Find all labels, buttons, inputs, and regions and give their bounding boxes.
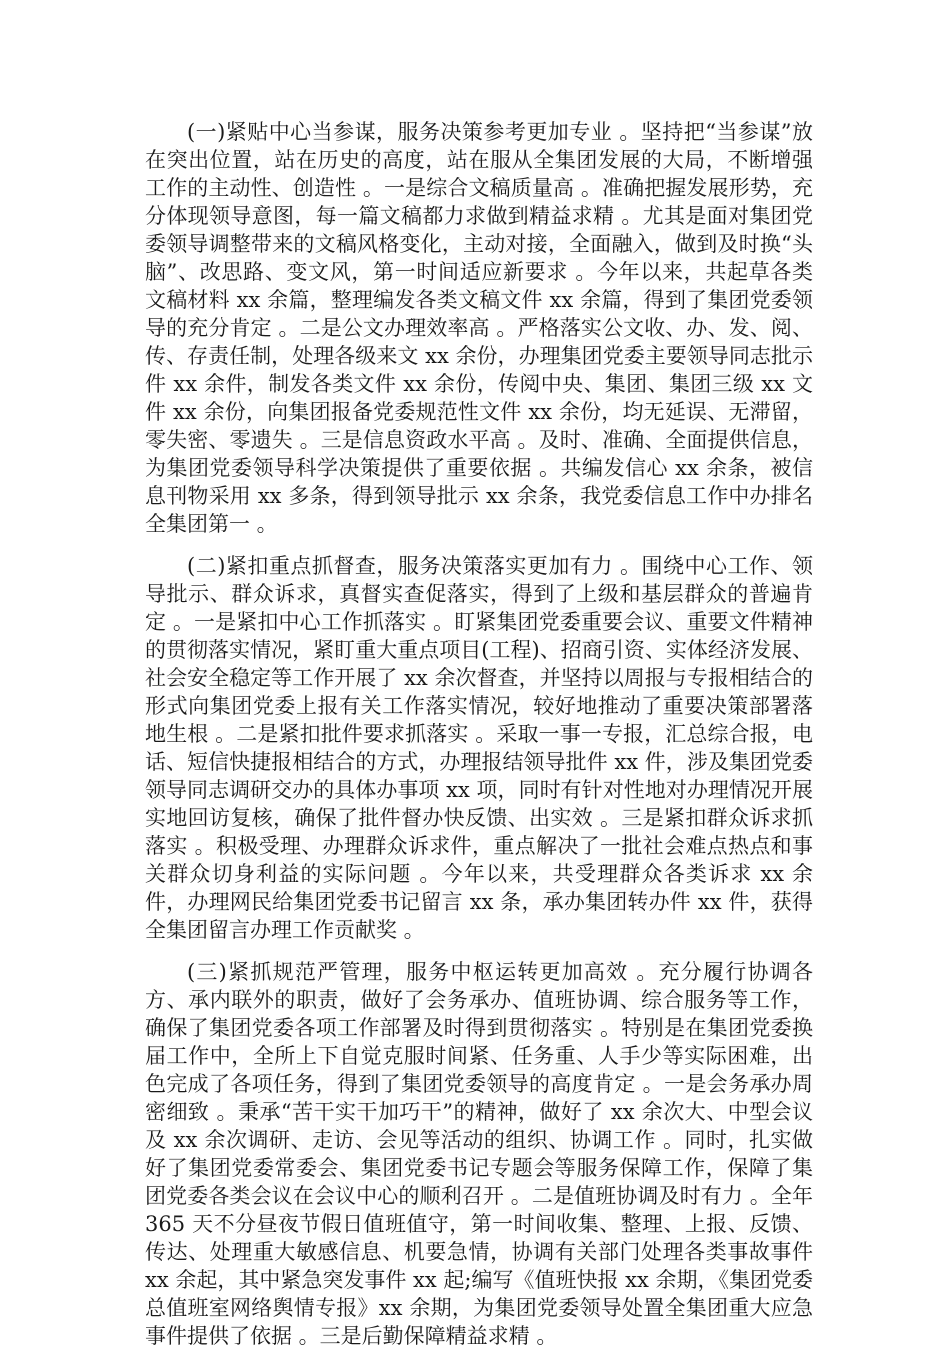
paragraph-2: (二)紧扣重点抓督查，服务决策落实更加有力 。围绕中心工作、领导批示、群众诉求，真督实查促落实，得到了上级和基层群众的普遍肯定 。一是紧扣中心工作抓落实 。盯紧集团党委重要会议、重要文件精神的贯彻落实情况，紧盯重大重点项目(工程)、招商引资、实体经济发展、社会安全稳定等工作开展了 xx 余次督查，并坚持以周报与专报相结合的形式向集团党委上报有关工作落实情况，较好地推动了重要决策部署落地生根 。二是紧扣批件要求抓落实 。采取一事一专报，汇总综合报，电话、短信快捷报相结合的方式，办理报结领导批件 xx 件，涉及集团党委领导同志调研交办的具体办事项 xx 项，同时有针对性地对办理情况开展实地回访复核，确保了批件督办快反馈、出实效 。三是紧扣群众诉求抓落实 。积极受理、办理群众诉求件，重点解决了一批社会难点热点和事关群众切身利益的实际问题 。今年以来，共受理群众各类诉求 xx 余件，办理网民给集团党委书记留言 xx 条，承办集团转办件 xx 件，获得全集团留言办理工作贡献奖 。 [145,554,813,942]
document-page [145,118,813,1364]
paragraph-3: (三)紧抓规范严管理，服务中枢运转更加高效 。充分履行协调各方、承内联外的职责，做好了会务承办、值班协调、综合服务等工作，确保了集团党委各项工作部署及时得到贯彻落实 。特别是在集团党委换届工作中，全所上下自觉克服时间紧、任务重、人手少等实际困难，出色完成了各项任务，得到了集团党委领导的高度肯定 。一是会务承办周密细致 。秉承“苦干实干加巧干”的精神，做好了 xx 余次大、中型会议及 xx 余次调研、走访、会见等活动的组织、协调工作 。同时，扎实做好了集团党委常委会、集团党委书记专题会等服务保障工作，保障了集团党委各类会议在会议中心的顺利召开 。二是值班协调及时有力 。全年 365 天不分昼夜节假日值班值守，第一时间收集、整理、上报、反馈、传达、处理重大敏感信息、机要急情，协调有关部门处理各类事故事件 xx 余起，其中紧急突发事件 xx 起;编写《值班快报 xx 余期，《集团党委总值班室网络舆情专报》xx 余期，为集团党委领导处置全集团重大应急事件提供了依据 。三是后勤保障精益求精 。 [145,960,814,1348]
paragraph-1: (一)紧贴中心当参谋，服务决策参考更加专业 。坚持把“当参谋”放在突出位置，站在历史的高度，站在服从全集团发展的大局，不断增强工作的主动性、创造性 。一是综合文稿质量高 。准确把握发展形势，充分体现领导意图，每一篇文稿都力求做到精益求精 。尤其是面对集团党委领导调整带来的文稿风格变化，主动对接，全面融入，做到及时换“头脑”、改思路、变文风，第一时间适应新要求 。今年以来，共起草各类文稿材料 xx 余篇，整理编发各类文稿文件 xx 余篇，得到了集团党委领导的充分肯定 。二是公文办理效率高 。严格落实公文收、办、发、阅、传、存责任制，处理各级来文 xx 余份，办理集团党委主要领导同志批示件 xx 余件，制发各类文件 xx 余份，传阅中央、集团、集团三级 xx 文件 xx 余份，向集团报备党委规范性文件 xx 余份，均无延误、无滞留，零失密、零遗失 。三是信息资政水平高 。及时、准确、全面提供信息，为集团党委领导科学决策提供了重要依据 。共编发信心 xx 余条，被信息刊物采用 xx 多条，得到领导批示 xx 余条，我党委信息工作中办排名全集团第一 。 [145,120,813,536]
